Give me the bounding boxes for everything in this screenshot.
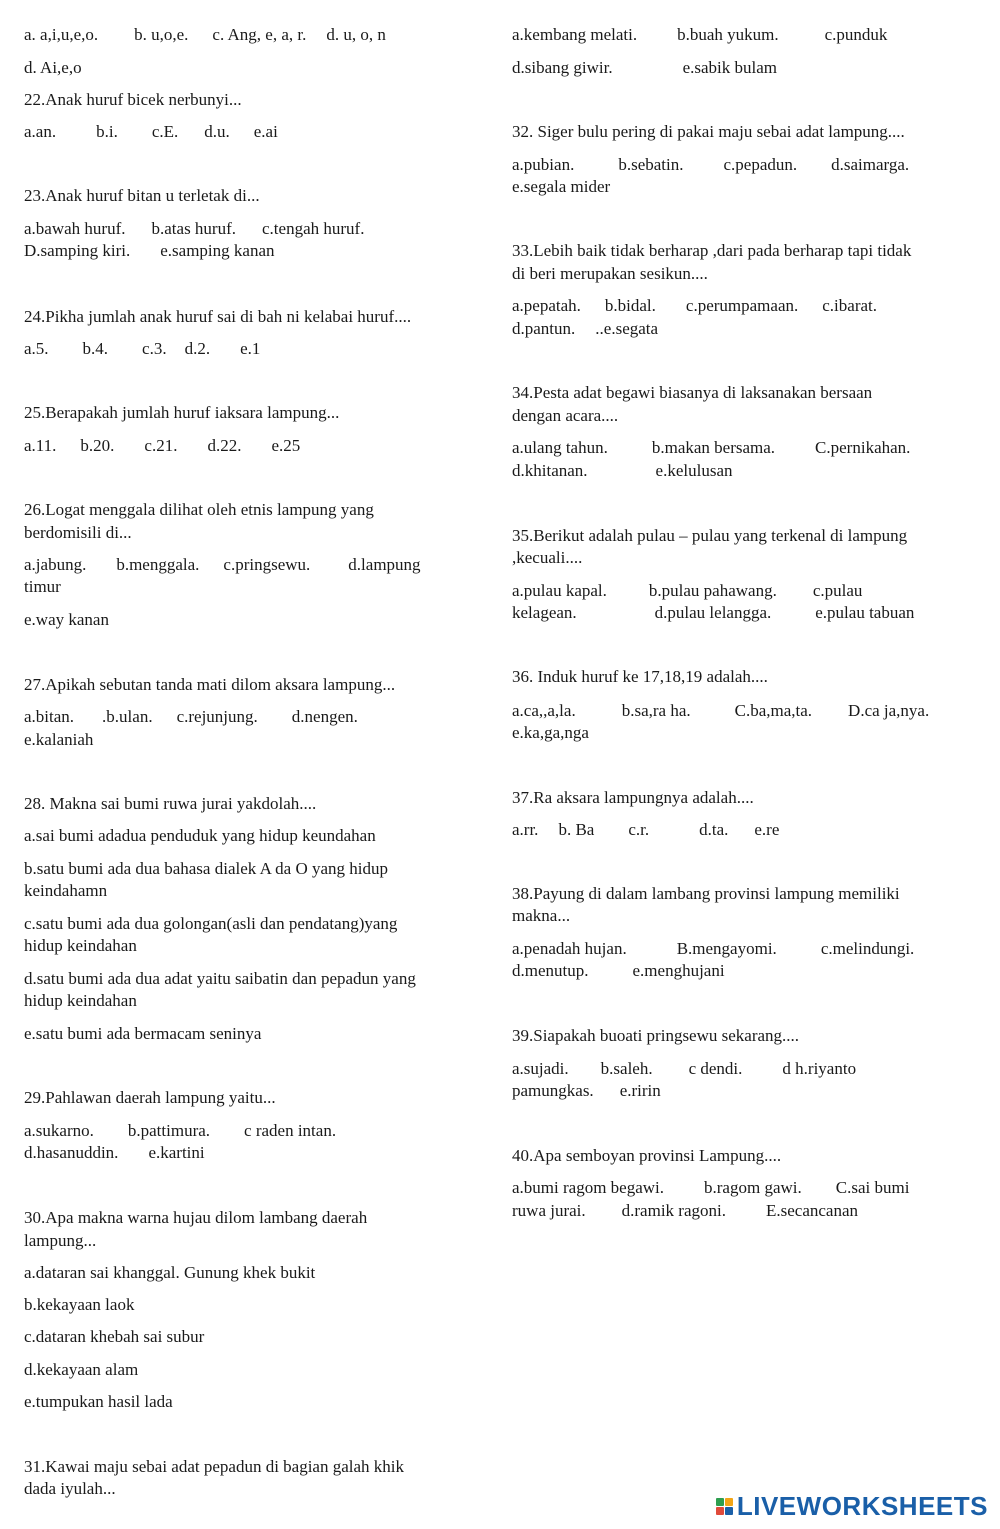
- question-30-line2: lampung...: [24, 1231, 97, 1250]
- option: c.tengah huruf.: [262, 219, 365, 238]
- question-38-line1: 38.Payung di dalam lambang provinsi lampung memiliki: [512, 884, 900, 903]
- option: e.kartini: [148, 1143, 205, 1162]
- question-26-line2: berdomisili di...: [24, 523, 132, 542]
- option: pamungkas.: [512, 1081, 594, 1100]
- option: b.makan bersama.: [651, 438, 776, 457]
- q40-options-line2: [512, 1200, 982, 1222]
- option: b.20.: [80, 436, 115, 455]
- option: ruwa jurai.: [512, 1201, 586, 1220]
- question-34-line1: 34.Pesta adat begawi biasanya di laksanakan bersaan: [512, 383, 873, 402]
- option: d.sibang giwir.: [512, 58, 613, 77]
- q26-options-line1: [24, 554, 484, 576]
- q28-option-d-line2: hidup keindahan: [24, 991, 137, 1010]
- option: c.perumpamaan.: [685, 296, 799, 315]
- option: E.secancanan: [765, 1201, 859, 1220]
- option: C.sai bumi: [835, 1178, 910, 1197]
- q26-options-line3: e.way kanan: [24, 610, 109, 629]
- option: D.ca ja,nya.: [848, 701, 930, 720]
- option: a.jabung.: [24, 555, 87, 574]
- option: b.sebatin.: [618, 155, 684, 174]
- question-26-line1: 26.Logat menggala dilihat oleh etnis lampung yang: [24, 500, 374, 519]
- option: d.2.: [184, 339, 211, 358]
- option: e.samping kanan: [160, 241, 275, 260]
- option: d.hasanuddin.: [24, 1143, 119, 1162]
- q31-options-line2: [512, 57, 982, 79]
- q39-options-line1: [512, 1058, 982, 1080]
- option: c.pulau: [812, 581, 863, 600]
- question-23: 23.Anak huruf bitan u terletak di...: [24, 186, 260, 205]
- option: c.r.: [628, 820, 650, 839]
- option: a.an.: [24, 122, 57, 141]
- question-29: 29.Pahlawan daerah lampung yaitu...: [24, 1088, 276, 1107]
- option: d.khitanan.: [512, 461, 588, 480]
- option: d. u, o, n: [326, 25, 386, 44]
- q33-options-line2: [512, 318, 982, 340]
- option: b.ragom gawi.: [704, 1178, 802, 1197]
- question-36: 36. Induk huruf ke 17,18,19 adalah....: [512, 667, 768, 686]
- option: a.5.: [24, 339, 49, 358]
- option: d h.riyanto: [782, 1059, 857, 1078]
- q30-option-a: a.dataran sai khanggal. Gunung khek bukit: [24, 1263, 316, 1282]
- option: b. Ba: [558, 820, 595, 839]
- q35-options-line1: [512, 580, 982, 602]
- logo-text: LIVEWORKSHEETS: [736, 1490, 988, 1521]
- option: c.E.: [151, 122, 179, 141]
- option: e.pulau tabuan: [815, 603, 915, 622]
- q28-option-e: e.satu bumi ada bermacam seninya: [24, 1024, 262, 1043]
- question-40: 40.Apa semboyan provinsi Lampung....: [512, 1146, 782, 1165]
- logo-square-icon: [725, 1498, 733, 1506]
- question-25: 25.Berapakah jumlah huruf iaksara lampung...: [24, 403, 340, 422]
- question-24: 24.Pikha jumlah anak huruf sai di bah ni kelabai huruf....: [24, 307, 412, 326]
- option: d.nengen.: [291, 707, 358, 726]
- q26-options-line2: timur: [24, 577, 61, 596]
- option: c dendi.: [688, 1059, 743, 1078]
- option: a.sujadi.: [512, 1059, 569, 1078]
- option: d.u.: [204, 122, 230, 141]
- question-38-line2: makna...: [512, 906, 571, 925]
- option: b.saleh.: [600, 1059, 653, 1078]
- q30-option-d: d.kekayaan alam: [24, 1360, 139, 1379]
- question-31-line2: dada iyulah...: [24, 1479, 116, 1498]
- option: b.pattimura.: [127, 1121, 211, 1140]
- option: b.sa,ra ha.: [621, 701, 691, 720]
- question-33-line1: 33.Lebih baik tidak berharap ,dari pada berharap tapi tidak: [512, 241, 912, 260]
- q27-options-line2: e.kalaniah: [24, 730, 94, 749]
- option: c.21.: [144, 436, 178, 455]
- q32-options-line2: e.segala mider: [512, 177, 611, 196]
- q22-options: [24, 121, 484, 143]
- option: c.ibarat.: [822, 296, 877, 315]
- q40-options-line1: [512, 1177, 982, 1199]
- q31-options-line1: [512, 24, 982, 46]
- option: d.menutup.: [512, 961, 589, 980]
- q21-options-line1: [24, 24, 484, 46]
- liveworksheets-logo-icon: [716, 1498, 733, 1515]
- option: b.4.: [82, 339, 109, 358]
- option: d.lampung: [348, 555, 421, 574]
- q37-options: [512, 819, 982, 841]
- option: c. Ang, e, a, r.: [212, 25, 307, 44]
- q30-option-b: b.kekayaan laok: [24, 1295, 135, 1314]
- question-22: 22.Anak huruf bicek nerbunyi...: [24, 90, 242, 109]
- option: b.i.: [96, 122, 118, 141]
- option: a.kembang melati.: [512, 25, 638, 44]
- option: D.samping kiri.: [24, 241, 131, 260]
- option: d.22.: [207, 436, 242, 455]
- q34-options-line1: [512, 437, 982, 459]
- option: a.pepatah.: [512, 296, 581, 315]
- q32-options-line1: [512, 154, 982, 176]
- q36-options-line2: e.ka,ga,nga: [512, 723, 589, 742]
- question-35-line2: ,kecuali....: [512, 548, 583, 567]
- option: a.bawah huruf.: [24, 219, 126, 238]
- q28-option-b-line2: keindahamn: [24, 881, 108, 900]
- q35-options-line2: [512, 602, 982, 624]
- option: c.pringsewu.: [223, 555, 311, 574]
- option: a.bitan.: [24, 707, 75, 726]
- q23-options-line1: [24, 218, 484, 240]
- option: e.sabik bulam: [682, 58, 778, 77]
- option: c.rejunjung.: [176, 707, 258, 726]
- option: a.penadah hujan.: [512, 939, 627, 958]
- liveworksheets-logo[interactable]: [716, 1491, 988, 1521]
- option: a. a,i,u,e,o.: [24, 25, 99, 44]
- option: b.atas huruf.: [151, 219, 237, 238]
- q28-option-c-line1: c.satu bumi ada dua golongan(asli dan pendatang)yang: [24, 914, 398, 933]
- q27-options-line1: [24, 706, 484, 728]
- option: e.re: [754, 820, 780, 839]
- option: d.ramik ragoni.: [621, 1201, 726, 1220]
- option: C.ba,ma,ta.: [734, 701, 813, 720]
- q38-options-line1: [512, 938, 982, 960]
- option: B.mengayomi.: [676, 939, 777, 958]
- question-28: 28. Makna sai bumi ruwa jurai yakdolah....: [24, 794, 317, 813]
- option: b.menggala.: [116, 555, 200, 574]
- question-39: 39.Siapakah buoati pringsewu sekarang....: [512, 1026, 800, 1045]
- option: a.rr.: [512, 820, 539, 839]
- option: e.25: [271, 436, 301, 455]
- option: .b.ulan.: [102, 707, 153, 726]
- option: c.melindungi.: [820, 939, 915, 958]
- question-34-line2: dengan acara....: [512, 406, 619, 425]
- option: a.ca,,a,la.: [512, 701, 576, 720]
- option: kelagean.: [512, 603, 577, 622]
- option: d.saimarga.: [831, 155, 910, 174]
- option: d.ta.: [699, 820, 729, 839]
- option: a.bumi ragom begawi.: [512, 1178, 665, 1197]
- question-30-line1: 30.Apa makna warna hujau dilom lambang daerah: [24, 1208, 368, 1227]
- option: C.pernikahan.: [815, 438, 911, 457]
- option: c.pepadun.: [723, 155, 798, 174]
- q25-options: [24, 435, 484, 457]
- option: a.11.: [24, 436, 57, 455]
- q28-option-b-line1: b.satu bumi ada dua bahasa dialek A da O yang hidup: [24, 859, 388, 878]
- q28-option-c-line2: hidup keindahan: [24, 936, 137, 955]
- logo-square-icon: [716, 1498, 724, 1506]
- q38-options-line2: [512, 960, 982, 982]
- q33-options-line1: [512, 295, 982, 317]
- q28-option-d-line1: d.satu bumi ada dua adat yaitu saibatin dan pepadun yang: [24, 969, 416, 988]
- option: c.3.: [142, 339, 167, 358]
- q36-options-line1: [512, 700, 982, 722]
- option: e.ririn: [619, 1081, 661, 1100]
- question-31-line1: 31.Kawai maju sebai adat pepadun di bagian galah khik: [24, 1457, 405, 1476]
- q39-options-line2: [512, 1080, 982, 1102]
- option: c.punduk: [824, 25, 888, 44]
- question-37: 37.Ra aksara lampungnya adalah....: [512, 788, 754, 807]
- question-27: 27.Apikah sebutan tanda mati dilom aksara lampung...: [24, 675, 396, 694]
- q28-option-a: a.sai bumi adadua penduduk yang hidup keundahan: [24, 826, 376, 845]
- q30-option-e: e.tumpukan hasil lada: [24, 1392, 173, 1411]
- option: b.pulau pahawang.: [648, 581, 777, 600]
- q34-options-line2: [512, 460, 982, 482]
- option: a.ulang tahun.: [512, 438, 608, 457]
- q24-options: [24, 338, 484, 360]
- option: a.pulau kapal.: [512, 581, 607, 600]
- logo-square-icon: [725, 1507, 733, 1515]
- option: a.sukarno.: [24, 1121, 94, 1140]
- option: b.bidal.: [604, 296, 656, 315]
- logo-square-icon: [716, 1507, 724, 1515]
- option: d.pantun.: [512, 319, 576, 338]
- question-33-line2: di beri merupakan sesikun....: [512, 264, 708, 283]
- option: e.ai: [253, 122, 278, 141]
- q30-option-c: c.dataran khebah sai subur: [24, 1327, 205, 1346]
- q21-options-line2: d. Ai,e,o: [24, 58, 82, 77]
- option: c raden intan.: [244, 1121, 337, 1140]
- q29-options-line1: [24, 1120, 484, 1142]
- option: e.menghujani: [632, 961, 725, 980]
- option: b.buah yukum.: [677, 25, 779, 44]
- option: a.pubian.: [512, 155, 575, 174]
- question-32: 32. Siger bulu pering di pakai maju sebai adat lampung....: [512, 122, 905, 141]
- option: e.1: [240, 339, 261, 358]
- option: d.pulau lelangga.: [654, 603, 772, 622]
- option: e.kelulusan: [655, 461, 733, 480]
- option: ..e.segata: [595, 319, 659, 338]
- question-35-line1: 35.Berikut adalah pulau – pulau yang terkenal di lampung: [512, 526, 908, 545]
- q29-options-line2: [24, 1142, 484, 1164]
- option: b. u,o,e.: [134, 25, 189, 44]
- q23-options-line2: [24, 240, 484, 262]
